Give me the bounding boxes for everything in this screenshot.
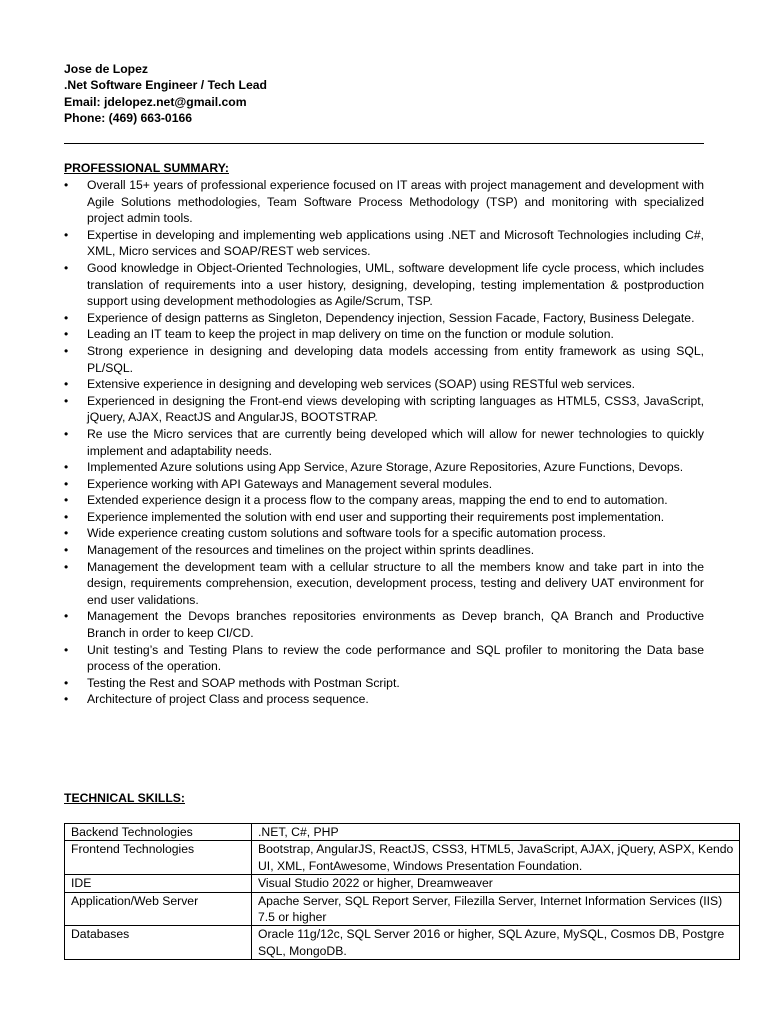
skill-values: Oracle 11g/12c, SQL Server 2016 or higher, SQL Azure, MySQL, Cosmos DB, Postgre SQL, MongoDB. <box>252 926 740 960</box>
summary-item: • Experience working with API Gateways and Management several modules. <box>64 476 704 493</box>
table-row <box>65 841 740 875</box>
summary-item: • Management of the resources and timelines on the project within sprints deadlines. <box>64 542 704 559</box>
candidate-name: Jose de Lopez <box>64 62 148 76</box>
skill-values: .NET, C#, PHP <box>252 824 740 841</box>
candidate-phone: Phone: (469) 663-0166 <box>64 111 193 126</box>
summary-item: • Leading an IT team to keep the project in map delivery on time on the function or module solution. <box>64 326 704 343</box>
candidate-email: Email: jdelopez.net@gmail.com <box>64 94 247 109</box>
summary-item: • Experience of design patterns as Singleton, Dependency injection, Session Facade, Factory, Business Delegate. <box>64 310 704 327</box>
summary-item: • Expertise in developing and implementing web applications using .NET and Microsoft Technologies including C#, XML, Micro services and SOAP/REST web services. <box>64 227 704 260</box>
skill-category: Databases <box>65 926 252 960</box>
summary-item: • Implemented Azure solutions using App Service, Azure Storage, Azure Repositories, Azure Functions, Devops. <box>64 459 704 476</box>
skill-values: Bootstrap, AngularJS, ReactJS, CSS3, HTML5, JavaScript, AJAX, jQuery, ASPX, Kendo UI, XML, FontAwesome, Windows Presentation Foundation. <box>252 841 740 875</box>
skills-heading: TECHNICAL SKILLS: <box>64 791 185 805</box>
summary-item: • Strong experience in designing and developing data models accessing from entity framework as using SQL, PL/SQL. <box>64 343 704 376</box>
summary-item: • Management the development team with a cellular structure to all the members know and take part in into the design, requirements comprehension, execution, development process, testing and delivery UAT environment for end user validations. <box>64 559 704 609</box>
summary-list <box>64 177 704 708</box>
skill-category: Application/Web Server <box>65 892 252 926</box>
table-row <box>65 824 740 841</box>
summary-item: • Architecture of project Class and process sequence. <box>64 691 704 708</box>
summary-item: • Overall 15+ years of professional experience focused on IT areas with project management and development with Agile Solutions methodologies, Team Software Process Methodology (TSP) and monitoring with specialized project admin tools. <box>64 177 704 227</box>
header-divider <box>64 143 704 144</box>
summary-item: • Extended experience design it a process flow to the company areas, mapping the end to end to automation. <box>64 492 704 509</box>
skill-category: Frontend Technologies <box>65 841 252 875</box>
skill-category: IDE <box>65 875 252 892</box>
contact-header <box>64 61 267 127</box>
summary-item: • Unit testing’s and Testing Plans to review the code performance and SQL profiler to monitoring the Data base process of the operation. <box>64 642 704 675</box>
summary-item: • Testing the Rest and SOAP methods with Postman Script. <box>64 675 704 692</box>
summary-item: • Experience implemented the solution with end user and supporting their requirements post implementation. <box>64 509 704 526</box>
table-row <box>65 875 740 892</box>
summary-item: • Re use the Micro services that are currently being developed which will allow for newer technologies to quickly implement and adaptability needs. <box>64 426 704 459</box>
table-row <box>65 892 740 926</box>
skill-values: Apache Server, SQL Report Server, Filezilla Server, Internet Information Services (IIS) 7.5 or higher <box>252 892 740 926</box>
summary-item: • Good knowledge in Object-Oriented Technologies, UML, software development life cycle process, which includes translation of requirements into a user history, designing, developing, testing implementation & postproduction support using development methodologies as Agile/Scrum, TSP. <box>64 260 704 310</box>
summary-item: • Experienced in designing the Front-end views developing with scripting languages as HTML5, CSS3, JavaScript, jQuery, AJAX, ReactJS and AngularJS, BOOTSTRAP. <box>64 393 704 426</box>
skill-category: Backend Technologies <box>65 824 252 841</box>
skills-table <box>64 823 740 960</box>
summary-item: • Management the Devops branches repositories environments as Devep branch, QA Branch and Productive Branch in order to keep CI/CD. <box>64 608 704 641</box>
summary-heading: PROFESSIONAL SUMMARY: <box>64 161 229 175</box>
summary-item: • Extensive experience in designing and developing web services (SOAP) using RESTful web services. <box>64 376 704 393</box>
summary-item: • Wide experience creating custom solutions and software tools for a specific automation process. <box>64 525 704 542</box>
table-row <box>65 926 740 960</box>
skill-values: Visual Studio 2022 or higher, Dreamweaver <box>252 875 740 892</box>
candidate-title: .Net Software Engineer / Tech Lead <box>64 78 267 93</box>
